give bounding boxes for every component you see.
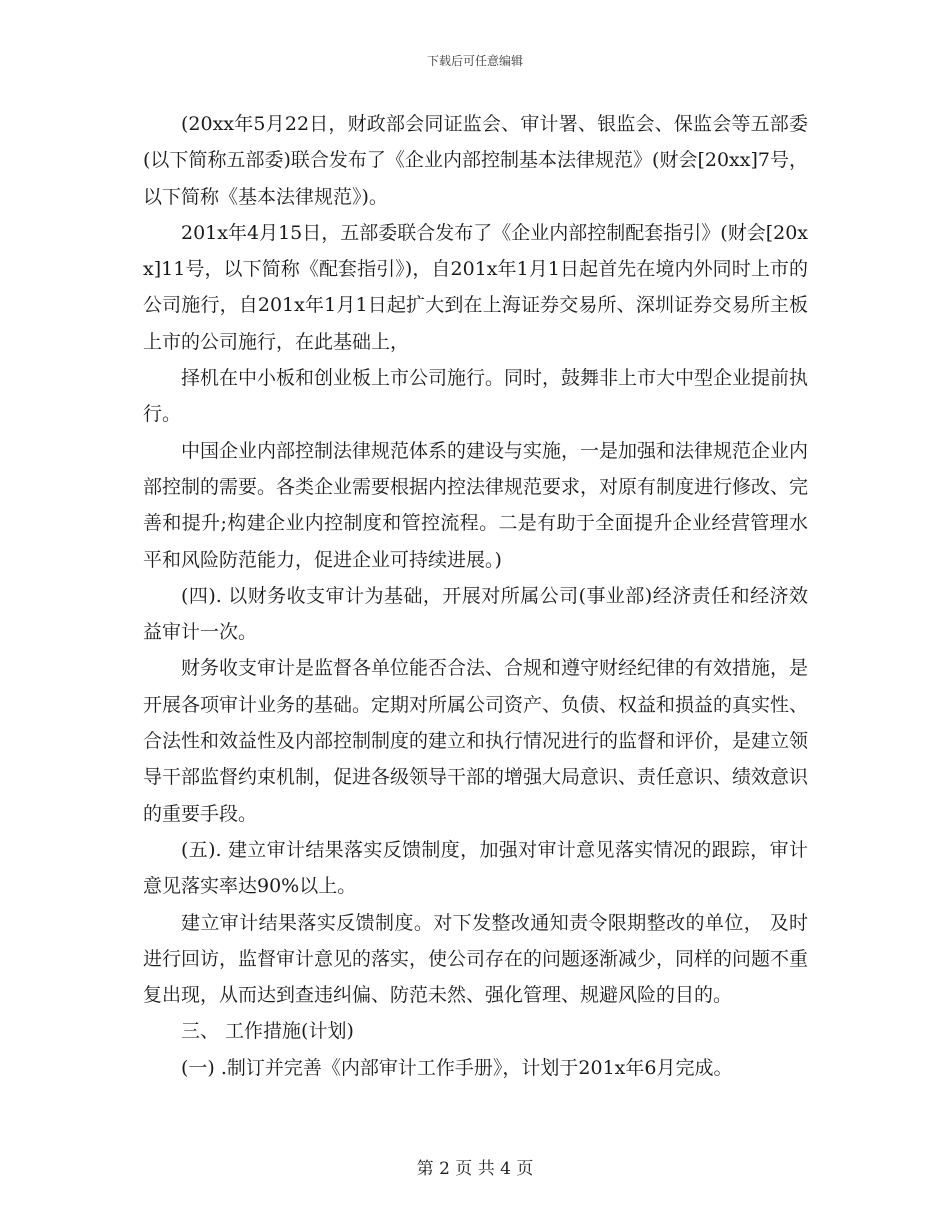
paragraph: 中国企业内部控制法律规范体系的建设与实施，一是加强和法律规范企业内部控制的需要。各类企业需要根据内控法律规范要求，对原有制度进行修改、完善和提升;构建企业内控制度和管控流程。二是有助于全面提升企业经营管理水平和风险防范能力，促进企业可持续进展。) (143, 439, 809, 571)
section-heading: (一) .制订并完善《内部审计工作手册》，计划于201x年6月完成。 (181, 1056, 733, 1079)
paragraph: 择机在中小板和创业板上市公司施行。同时，鼓舞非上市大中型企业提前执行。 (143, 367, 809, 426)
section-heading: (五). 建立审计结果落实反馈制度，加强对审计意见落实情况的跟踪，审计意见落实率达90%以上。 (143, 838, 808, 898)
paragraph: 建立审计结果落实反馈制度。对下发整改通知责令限期整改的单位， 及时进行回访，监督审计意见的落实，使公司存在的问题逐渐减少，同样的问题不重复出现，从而达到查违纠偏、防范未然、强化管理、规避风险的目的。 (143, 911, 809, 1007)
document-body (143, 106, 808, 1086)
page-number-footer: 第 2 页 共 4 页 (416, 1159, 534, 1179)
paragraph: 财务收支审计是监督各单位能否合法、合规和遵守财经纪律的有效措施，是开展各项审计业务的基础。定期对所属公司资产、负债、权益和损益的真实性、合法性和效益性及内部控制制度的建立和执行情况进行的监督和评价，是建立领导干部监督约束机制，促进各级领导干部的增强大局意识、责任意识、绩效意识的重要手段。 (143, 657, 809, 825)
section-heading: (四). 以财务收支审计为基础，开展对所属公司(事业部)经济责任和经济效益审计一次。 (143, 584, 808, 644)
section-heading: 三、 工作措施(计划) (181, 1020, 354, 1043)
paragraph: 201x年4月15日，五部委联合发布了《企业内部控制配套指引》(财会[20xx]11号，以下简称《配套指引》)，自201x年1月1日起首先在境内外同时上市的公司施行，自201x年1月1日起扩大到在上海证券交易所、深圳证券交易所主板上市的公司施行，在此基础上， (143, 221, 808, 353)
paragraph: (20xx年5月22日，财政部会同证监会、审计署、银监会、保监会等五部委(以下简称五部委)联合发布了《企业内部控制基本法律规范》(财会[20xx]7号，以下简称《基本法律规范》)。 (143, 113, 808, 208)
page-header: 下载后可任意编辑 (426, 54, 523, 68)
